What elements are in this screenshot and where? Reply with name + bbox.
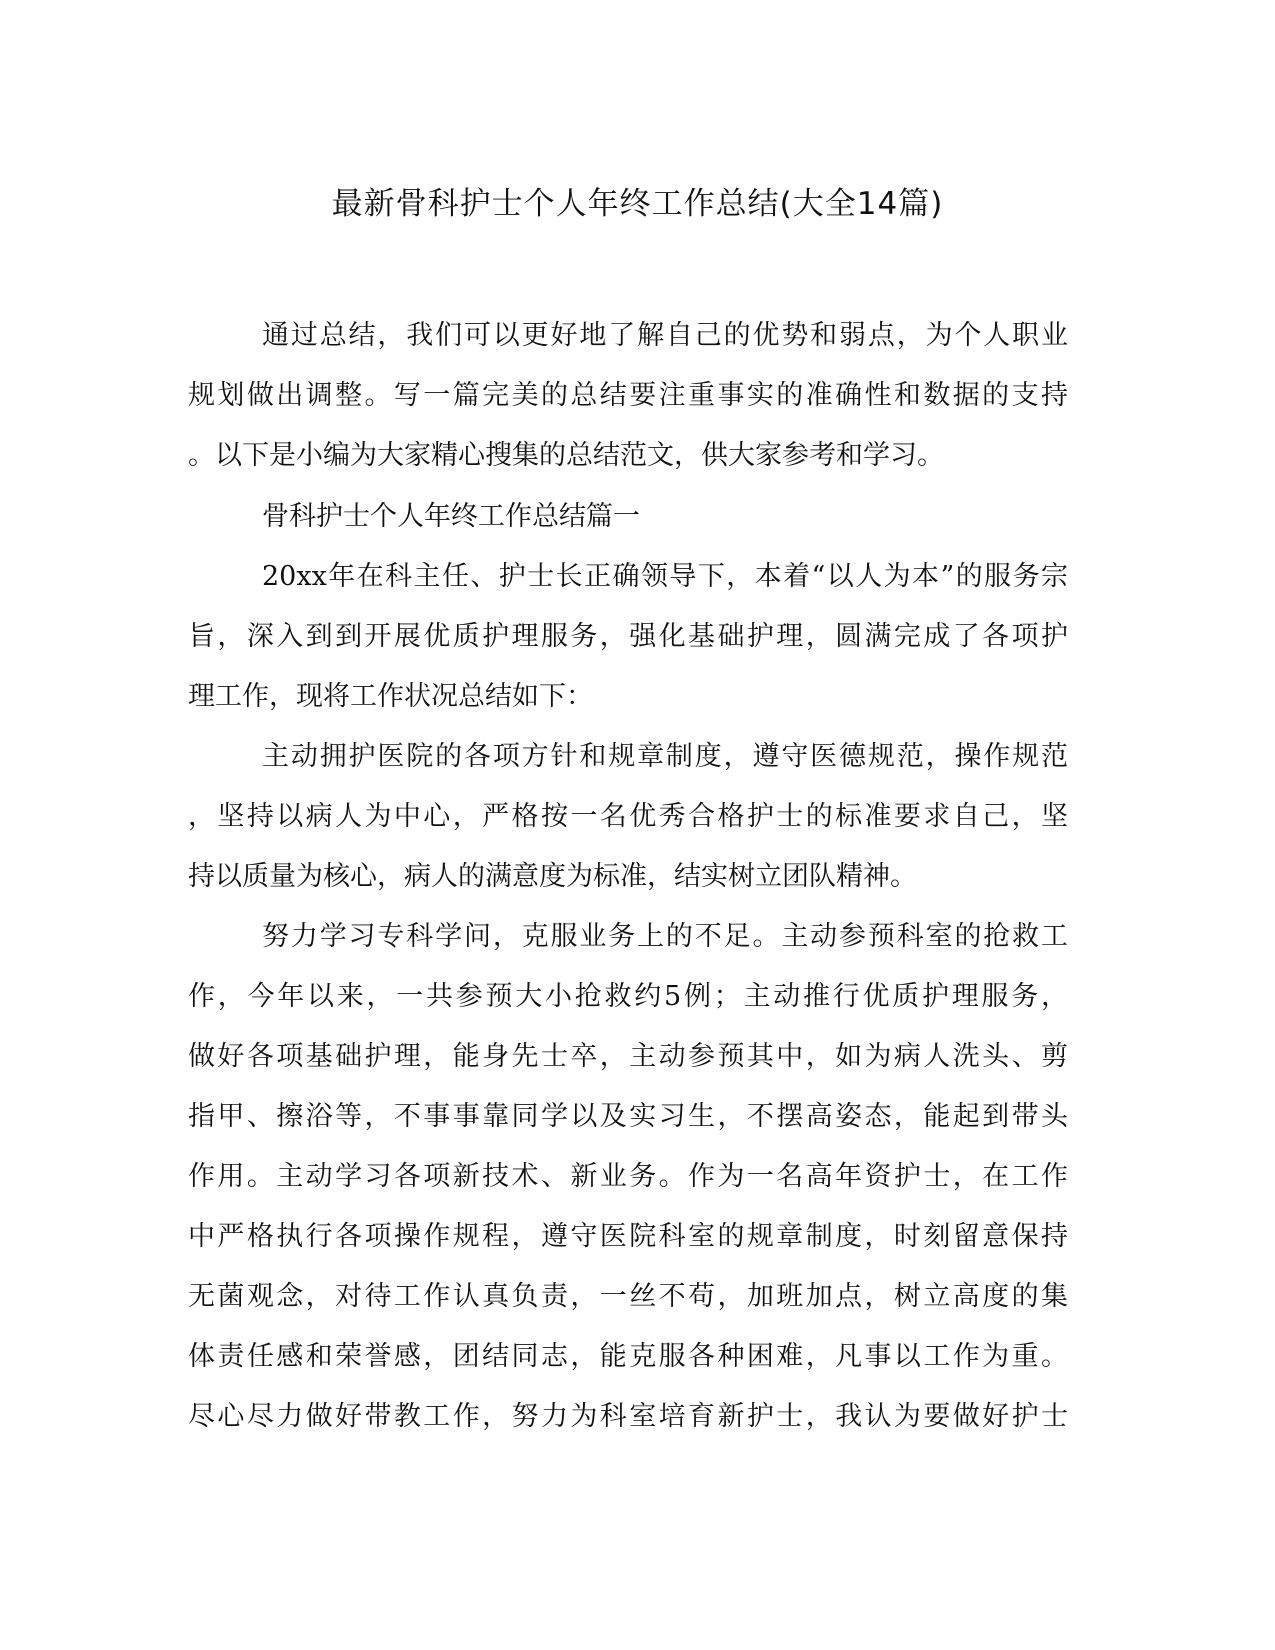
paragraph-line: 持以质量为核心，病人的满意度为标准，结实树立团队精神。 <box>188 861 917 892</box>
document-title: 最新骨科护士个人年终工作总结(大全14篇) <box>331 186 944 222</box>
paragraph-line: 规划做出调整。写一篇完美的总结要注重事实的准确性和数据的支持 <box>188 380 1068 411</box>
paragraph-line: 做好各项基础护理，能身先士卒，主动参预其中，如为病人洗头、剪 <box>188 1041 1068 1072</box>
paragraph-line: 中严格执行各项操作规程，遵守医院科室的规章制度，时刻留意保持 <box>188 1221 1068 1252</box>
paragraph-line: 旨，深入到到开展优质护理服务，强化基础护理，圆满完成了各项护 <box>188 621 1068 652</box>
paragraph-line: 。以下是小编为大家精心搜集的总结范文，供大家参考和学习。 <box>188 440 944 471</box>
paragraph-line: 作用。主动学习各项新技术、新业务。作为一名高年资护士，在工作 <box>188 1161 1068 1192</box>
paragraph-line: 无菌观念，对待工作认真负责，一丝不苟，加班加点，树立高度的集 <box>188 1281 1068 1312</box>
section-heading: 骨科护士个人年终工作总结篇一 <box>262 501 640 532</box>
paragraph-line: 通过总结，我们可以更好地了解自己的优势和弱点，为个人职业 <box>262 320 1068 351</box>
paragraph-line: 作，今年以来，一共参预大小抢救约5例；主动推行优质护理服务， <box>188 981 1068 1012</box>
paragraph-line: 主动拥护医院的各项方针和规章制度，遵守医德规范，操作规范 <box>262 741 1068 772</box>
paragraph-line: 体责任感和荣誉感，团结同志，能克服各种困难，凡事以工作为重。 <box>188 1341 1068 1372</box>
paragraph-line: 尽心尽力做好带教工作，努力为科室培育新护士，我认为要做好护士 <box>188 1401 1068 1432</box>
paragraph-line: 理工作，现将工作状况总结如下： <box>188 681 593 712</box>
paragraph-line: 努力学习专科学问，克服业务上的不足。主动参预科室的抢救工 <box>262 921 1068 952</box>
paragraph-line: 指甲、擦浴等，不事事靠同学以及实习生，不摆高姿态，能起到带头 <box>188 1101 1068 1132</box>
paragraph-line: 20xx年在科主任、护士长正确领导下，本着“以人为本”的服务宗 <box>262 561 1068 592</box>
paragraph-line: ，坚持以病人为中心，严格按一名优秀合格护士的标准要求自己，坚 <box>188 801 1068 832</box>
